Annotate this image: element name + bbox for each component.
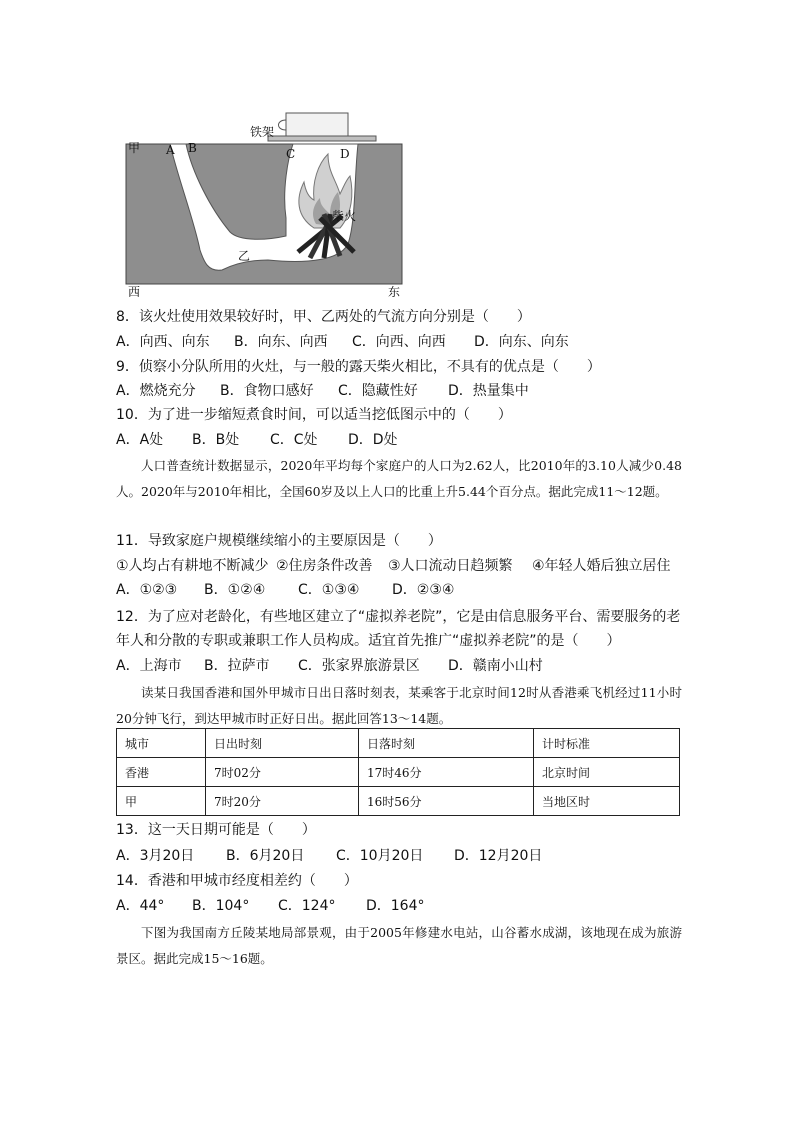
q10-option-c[interactable]: C．C处 — [270, 432, 318, 448]
q12-options — [116, 656, 543, 676]
table-cell: 16时56分 — [359, 787, 534, 816]
q10-option-a[interactable]: A．A处 — [116, 432, 164, 448]
stove-diagram — [118, 110, 418, 298]
q11-statement-2: ②住房条件改善 — [276, 558, 373, 574]
q9-option-b[interactable]: B．食物口感好 — [220, 383, 314, 399]
q11-option-d[interactable]: D．②③④ — [392, 582, 455, 598]
q8-option-d[interactable]: D．向东、向东 — [474, 334, 569, 350]
table-cell: 北京时间 — [534, 758, 680, 787]
q10-option-d[interactable]: D．D处 — [348, 432, 398, 448]
q11-option-b[interactable]: B．①②④ — [204, 582, 266, 598]
table-header-row — [117, 729, 680, 758]
q10-option-b[interactable]: B．B处 — [192, 432, 240, 448]
q9-stem: 9．侦察小分队所用的火灶，与一般的露天柴火相比，不具有的优点是（ ） — [116, 359, 601, 375]
q9-option-a[interactable]: A．燃烧充分 — [116, 383, 196, 399]
q9-option-c[interactable]: C．隐藏性好 — [338, 383, 418, 399]
label-d: D — [340, 147, 350, 161]
q14-stem: 14．香港和甲城市经度相差约（ ） — [116, 873, 358, 889]
sunrise-sunset-table — [116, 728, 680, 816]
q11-statements — [116, 556, 671, 576]
label-c: C — [286, 147, 296, 161]
q11-statement-3: ③人口流动日趋频繁 — [388, 558, 513, 574]
pot — [286, 113, 348, 136]
q12-option-d[interactable]: D．赣南小山村 — [448, 658, 543, 674]
q8-option-b[interactable]: B．向东、向西 — [234, 334, 328, 350]
label-west: 西 — [128, 285, 141, 298]
table-cell: 7时20分 — [206, 787, 359, 816]
q12-option-b[interactable]: B．拉萨市 — [204, 658, 270, 674]
q9-options — [116, 381, 529, 401]
q12-stem-line1: 12．为了应对老龄化，有些地区建立了“虚拟养老院”，它是由信息服务平台、需要服务的老 — [116, 609, 681, 625]
table-cell: 17时46分 — [359, 758, 534, 787]
q11-stem: 11．导致家庭户规模继续缩小的主要原因是（ ） — [116, 533, 442, 549]
q10-options — [116, 430, 398, 450]
q11-option-c[interactable]: C．①③④ — [298, 582, 360, 598]
q8-stem: 8．该火灶使用效果较好时，甲、乙两处的气流方向分别是（ ） — [116, 309, 531, 325]
q13-option-a[interactable]: A．3月20日 — [116, 848, 195, 864]
label-firewood: 柴火 — [332, 209, 357, 223]
q9-option-d[interactable]: D．热量集中 — [448, 383, 529, 399]
label-yi: 乙 — [238, 249, 251, 263]
table-cell: 当地区时 — [534, 787, 680, 816]
q13-stem: 13．这一天日期可能是（ ） — [116, 822, 316, 838]
q14-option-c[interactable]: C．124° — [278, 898, 336, 914]
pot-handle — [279, 120, 287, 130]
passage-15-16: 下图为我国南方丘陵某地局部景观，由于2005年修建水电站，山谷蓄水成湖，该地现在成为旅游景区。据此完成15～16题。 — [116, 925, 682, 966]
q8-option-a[interactable]: A．向西、向东 — [116, 334, 210, 350]
q13-option-c[interactable]: C．10月20日 — [336, 848, 424, 864]
q13-options — [116, 846, 542, 866]
label-east: 东 — [388, 285, 401, 298]
passage-11-12: 人口普查统计数据显示，2020年平均每个家庭户的人口为2.62人，比2010年的3.10人减少0.48人。2020年与2010年相比，全国60岁及以上人口的比重上升5.44个百分点。据此完成11～12题。 — [116, 458, 682, 499]
stove-diagram-svg — [118, 110, 418, 298]
q8-option-c[interactable]: C．向西、向西 — [352, 334, 446, 350]
table-header-cell: 日出时刻 — [206, 729, 359, 758]
q14-option-d[interactable]: D．164° — [366, 898, 425, 914]
table-cell: 甲 — [117, 787, 206, 816]
table-header-cell: 日落时刻 — [359, 729, 534, 758]
q14-option-b[interactable]: B．104° — [192, 898, 250, 914]
q13-option-b[interactable]: B．6月20日 — [226, 848, 305, 864]
q10-stem: 10．为了进一步缩短煮食时间，可以适当挖低图示中的（ ） — [116, 407, 512, 423]
q14-option-a[interactable]: A．44° — [116, 898, 165, 914]
table-row — [117, 758, 680, 787]
iron-rack — [268, 136, 376, 141]
table-cell: 7时02分 — [206, 758, 359, 787]
q12-option-a[interactable]: A．上海市 — [116, 658, 182, 674]
q14-options — [116, 896, 425, 916]
label-jia: 甲 — [128, 141, 141, 155]
q12-option-c[interactable]: C．张家界旅游景区 — [298, 658, 420, 674]
passage-13-14: 读某日我国香港和国外甲城市日出日落时刻表，某乘客于北京时间12时从香港乘飞机经过11小时20分钟飞行，到达甲城市时正好日出。据此回答13～14题。 — [116, 685, 682, 726]
q11-option-a[interactable]: A．①②③ — [116, 582, 178, 598]
q13-option-d[interactable]: D．12月20日 — [454, 848, 543, 864]
ground-block — [126, 144, 402, 284]
label-b: B — [188, 141, 197, 155]
table-cell: 香港 — [117, 758, 206, 787]
q8-options — [116, 332, 569, 352]
label-a: A — [166, 143, 175, 157]
q11-statement-4: ④年轻人婚后独立居住 — [532, 558, 671, 574]
table-header-cell: 计时标准 — [534, 729, 680, 758]
label-iron-rack: 铁架 — [250, 125, 275, 139]
table-header-cell: 城市 — [117, 729, 206, 758]
q12-stem-line2: 年人和分散的专职或兼职工作人员构成。适宜首先推广“虚拟养老院”的是（ ） — [116, 633, 621, 649]
q11-options — [116, 580, 454, 600]
q11-statement-1: ①人均占有耕地不断减少 — [116, 558, 269, 574]
table-row — [117, 787, 680, 816]
